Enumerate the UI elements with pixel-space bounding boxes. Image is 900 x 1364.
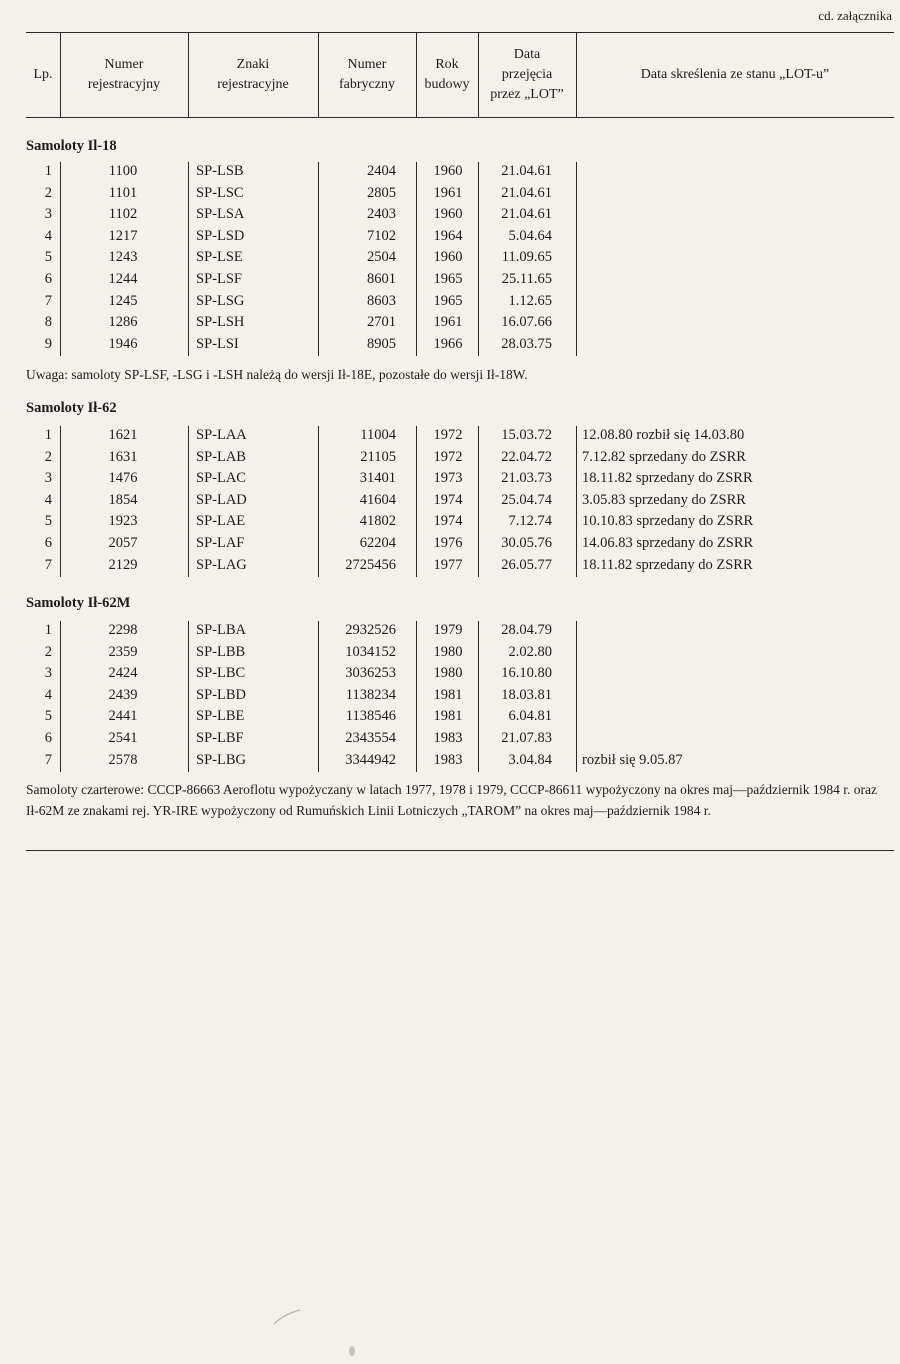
cell-lp: 1	[44, 622, 52, 638]
table-header	[26, 33, 894, 117]
cell-lp: 3	[44, 665, 52, 682]
cell-znaki-rejestracyjne: SP-LAB	[196, 448, 246, 465]
cell-data-przejecia: 16.07.66	[501, 314, 552, 331]
cell-numer-rejestracyjny: 1217	[108, 227, 138, 244]
cell-numer-rejestracyjny: 1100	[108, 163, 138, 179]
cell-lp: 1	[44, 163, 52, 179]
cell-numer-fabryczny: 8905	[367, 335, 396, 352]
table-row	[26, 728, 894, 750]
cell-lp: 7	[44, 556, 52, 573]
table-row	[26, 425, 894, 447]
table-row	[26, 269, 894, 291]
cell-rok-budowy: 1976	[433, 535, 463, 551]
cell-numer-rejestracyjny: 2129	[108, 556, 138, 573]
cell-lp: 4	[44, 491, 52, 508]
cell-znaki-rejestracyjne: SP-LSA	[196, 206, 245, 223]
table-row	[26, 334, 894, 356]
page-smudge-mark	[270, 1302, 310, 1332]
cell-data-przejecia: 15.03.72	[501, 427, 552, 443]
cell-numer-rejestracyjny: 1631	[108, 448, 138, 465]
cell-numer-rejestracyjny: 1621	[108, 427, 138, 443]
cell-numer-rejestracyjny: 1244	[108, 271, 138, 287]
cell-lp: 6	[44, 535, 52, 551]
cell-rok-budowy: 1974	[433, 491, 463, 508]
header-rok-budowy: Rok budowy	[424, 57, 470, 92]
header-numer-fabryczny: Numer fabryczny	[339, 57, 395, 92]
section-note: Uwaga: samoloty SP-LSF, -LSG i -LSH należą do wersji Ił-18E, pozostałe do wersji Ił-18W.	[26, 367, 528, 382]
cell-numer-rejestracyjny: 1101	[108, 184, 138, 201]
header-data-skreslenia: Data skreślenia ze stanu „LOT-u”	[640, 67, 830, 82]
table-row	[26, 447, 894, 469]
header-data-przejecia: Data przejęcia przez „LOT”	[490, 47, 564, 102]
section-note: Samoloty czarterowe: CCCP-86663 Aeroflotu wypożyczany w latach 1977, 1978 i 1979, CCCP-86611 wypożyczony na okres maj—październik 1984 r. oraz Ił-62M ze znakami rej. YR-IRE wypożyczony od Rumuńskich Linii Lotniczych „TAROM” na okres maj—październik 1984 r.	[26, 782, 877, 818]
cell-numer-fabryczny: 21105	[360, 448, 396, 465]
cell-rok-budowy: 1960	[433, 163, 463, 179]
cell-numer-rejestracyjny: 2541	[108, 730, 138, 746]
table-row	[26, 312, 894, 334]
cell-numer-rejestracyjny: 2578	[108, 751, 138, 768]
table-row	[26, 291, 894, 313]
table-row	[26, 685, 894, 707]
cell-numer-rejestracyjny: 1245	[108, 292, 138, 309]
cell-numer-fabryczny: 3036253	[345, 665, 396, 682]
cell-znaki-rejestracyjne: SP-LSD	[196, 227, 245, 244]
cell-znaki-rejestracyjne: SP-LSI	[196, 335, 239, 352]
cell-lp: 3	[44, 206, 52, 223]
table-row	[26, 247, 894, 269]
cell-numer-rejestracyjny: 2441	[108, 708, 138, 725]
header-lp: Lp.	[33, 67, 53, 82]
cell-rok-budowy: 1964	[433, 227, 463, 244]
cell-lp: 5	[44, 513, 52, 530]
cell-znaki-rejestracyjne: SP-LSF	[196, 271, 242, 287]
cell-data-przejecia: 26.05.77	[501, 556, 552, 573]
cell-numer-fabryczny: 11004	[360, 427, 396, 443]
cell-znaki-rejestracyjne: SP-LBC	[196, 665, 246, 682]
cell-data-przejecia: 28.04.79	[501, 622, 552, 638]
cell-numer-fabryczny: 2932526	[345, 622, 396, 638]
cell-data-skreslenia: 18.11.82 sprzedany do ZSRR	[582, 470, 753, 487]
cell-lp: 9	[44, 335, 52, 352]
cell-data-przejecia: 18.03.81	[501, 686, 552, 703]
cell-numer-rejestracyjny: 2298	[108, 622, 138, 638]
cell-numer-fabryczny: 1138234	[345, 686, 396, 703]
header-numer-rejestracyjny: Numer rejestracyjny	[87, 57, 161, 92]
cell-znaki-rejestracyjne: SP-LSG	[196, 292, 245, 309]
cell-numer-fabryczny: 2701	[367, 314, 396, 331]
cell-rok-budowy: 1972	[433, 427, 463, 443]
cell-lp: 5	[44, 708, 52, 725]
table-row	[26, 511, 894, 533]
table-row	[26, 620, 894, 642]
cell-lp: 6	[44, 271, 52, 287]
cell-numer-fabryczny: 2725456	[345, 556, 396, 573]
table-row	[26, 204, 894, 226]
cell-lp: 2	[44, 448, 52, 465]
cell-numer-fabryczny: 2343554	[345, 730, 396, 746]
continuation-label: cd. załącznika	[818, 8, 892, 23]
cell-rok-budowy: 1966	[433, 335, 463, 352]
cell-rok-budowy: 1961	[433, 314, 463, 331]
cell-znaki-rejestracyjne: SP-LAC	[196, 470, 246, 487]
cell-znaki-rejestracyjne: SP-LBB	[196, 643, 246, 660]
table-row	[26, 706, 894, 728]
cell-znaki-rejestracyjne: SP-LAA	[196, 427, 247, 443]
cell-data-skreslenia: 7.12.82 sprzedany do ZSRR	[582, 448, 746, 465]
cell-znaki-rejestracyjne: SP-LBG	[196, 751, 246, 768]
cell-lp: 4	[44, 227, 52, 244]
cell-data-przejecia: 5.04.64	[508, 227, 552, 244]
cell-lp: 7	[44, 292, 52, 309]
table-row	[26, 663, 894, 685]
cell-lp: 2	[44, 184, 52, 201]
cell-numer-fabryczny: 2805	[367, 184, 396, 201]
cell-numer-rejestracyjny: 2424	[108, 665, 138, 682]
cell-data-skreslenia: 12.08.80 rozbił się 14.03.80	[582, 427, 745, 443]
cell-numer-rejestracyjny: 1923	[108, 513, 138, 530]
cell-numer-rejestracyjny: 1476	[108, 470, 138, 487]
cell-numer-fabryczny: 2404	[367, 163, 396, 179]
cell-rok-budowy: 1983	[433, 730, 463, 746]
cell-data-przejecia: 6.04.81	[508, 708, 552, 725]
cell-znaki-rejestracyjne: SP-LBF	[196, 730, 244, 746]
cell-znaki-rejestracyjne: SP-LAD	[196, 491, 247, 508]
cell-data-przejecia: 3.04.84	[508, 751, 552, 768]
cell-data-przejecia: 21.03.73	[501, 470, 552, 487]
cell-numer-fabryczny: 8601	[367, 271, 396, 287]
cell-data-skreslenia: 14.06.83 sprzedany do ZSRR	[582, 535, 754, 551]
table-row	[26, 750, 894, 772]
cell-numer-rejestracyjny: 1243	[108, 249, 138, 266]
cell-numer-fabryczny: 62204	[359, 535, 396, 551]
cell-data-skreslenia: 3.05.83 sprzedany do ZSRR	[582, 491, 746, 508]
cell-numer-rejestracyjny: 1286	[108, 314, 138, 331]
table-row	[26, 183, 894, 205]
cell-rok-budowy: 1980	[433, 665, 463, 682]
cell-znaki-rejestracyjne: SP-LAE	[196, 513, 246, 530]
cell-znaki-rejestracyjne: SP-LAF	[196, 535, 245, 551]
cell-numer-fabryczny: 1138546	[345, 708, 396, 725]
cell-rok-budowy: 1973	[433, 470, 463, 487]
cell-numer-fabryczny: 31401	[359, 470, 396, 487]
section-title: Samoloty Ił-62M	[26, 595, 131, 611]
cell-data-przejecia: 11.09.65	[501, 249, 552, 266]
cell-lp: 7	[44, 751, 52, 768]
table-row	[26, 642, 894, 664]
cell-lp: 4	[44, 686, 52, 703]
cell-rok-budowy: 1983	[433, 751, 463, 768]
cell-rok-budowy: 1960	[433, 206, 463, 223]
table-row	[26, 533, 894, 555]
cell-numer-rejestracyjny: 2057	[108, 535, 138, 551]
cell-numer-rejestracyjny: 1946	[108, 335, 138, 352]
cell-numer-fabryczny: 41604	[359, 491, 396, 508]
cell-rok-budowy: 1972	[433, 448, 463, 465]
cell-znaki-rejestracyjne: SP-LSE	[196, 249, 243, 266]
cell-lp: 8	[44, 314, 52, 331]
cell-data-przejecia: 25.04.74	[501, 491, 552, 508]
cell-rok-budowy: 1965	[433, 271, 463, 287]
table-row	[26, 555, 894, 577]
cell-data-przejecia: 21.07.83	[501, 730, 552, 746]
cell-data-przejecia: 30.05.76	[501, 535, 552, 551]
table-row	[26, 490, 894, 512]
cell-znaki-rejestracyjne: SP-LSB	[196, 163, 244, 179]
cell-data-przejecia: 21.04.61	[501, 163, 552, 179]
cell-rok-budowy: 1981	[433, 686, 463, 703]
table-row	[26, 226, 894, 248]
cell-numer-fabryczny: 2504	[367, 249, 396, 266]
table-row	[26, 468, 894, 490]
cell-data-przejecia: 28.03.75	[501, 335, 552, 352]
cell-znaki-rejestracyjne: SP-LSH	[196, 314, 245, 331]
cell-lp: 5	[44, 249, 52, 266]
cell-numer-fabryczny: 8603	[367, 292, 396, 309]
cell-znaki-rejestracyjne: SP-LBD	[196, 686, 246, 703]
section-title: Samoloty Il-18	[26, 138, 117, 154]
cell-rok-budowy: 1961	[433, 184, 463, 201]
cell-numer-rejestracyjny: 1854	[108, 491, 138, 508]
cell-numer-fabryczny: 2403	[367, 206, 396, 223]
cell-rok-budowy: 1977	[433, 556, 463, 573]
cell-data-przejecia: 7.12.74	[508, 513, 552, 530]
cell-znaki-rejestracyjne: SP-LBA	[196, 622, 246, 638]
cell-data-skreslenia: 18.11.82 sprzedany do ZSRR	[582, 556, 753, 573]
cell-data-przejecia: 16.10.80	[501, 665, 552, 682]
cell-numer-rejestracyjny: 1102	[108, 206, 138, 223]
cell-rok-budowy: 1965	[433, 292, 463, 309]
cell-rok-budowy: 1980	[433, 643, 463, 660]
cell-numer-fabryczny: 41802	[359, 513, 396, 530]
cell-data-przejecia: 25.11.65	[501, 271, 552, 287]
cell-lp: 2	[44, 643, 52, 660]
header-bottom-rule	[26, 117, 894, 118]
cell-lp: 6	[44, 730, 52, 746]
cell-numer-rejestracyjny: 2359	[108, 643, 138, 660]
cell-znaki-rejestracyjne: SP-LAG	[196, 556, 247, 573]
cell-data-skreslenia: rozbił się 9.05.87	[582, 751, 683, 768]
cell-data-przejecia: 22.04.72	[501, 448, 552, 465]
cell-numer-fabryczny: 3344942	[345, 751, 396, 768]
cell-rok-budowy: 1960	[433, 249, 463, 266]
cell-rok-budowy: 1979	[433, 622, 463, 638]
cell-numer-rejestracyjny: 2439	[108, 686, 138, 703]
cell-lp: 3	[44, 470, 52, 487]
bottom-rule	[26, 850, 894, 851]
section-title: Samoloty Ił-62	[26, 400, 117, 416]
cell-numer-fabryczny: 1034152	[345, 643, 396, 660]
header-znaki-rejestracyjne: Znaki rejestracyjne	[217, 57, 289, 92]
cell-znaki-rejestracyjne: SP-LBE	[196, 708, 245, 725]
cell-data-skreslenia: 10.10.83 sprzedany do ZSRR	[582, 513, 754, 530]
cell-rok-budowy: 1981	[433, 708, 463, 725]
cell-rok-budowy: 1974	[433, 513, 463, 530]
cell-znaki-rejestracyjne: SP-LSC	[196, 184, 244, 201]
cell-lp: 1	[44, 427, 52, 443]
cell-data-przejecia: 1.12.65	[508, 292, 552, 309]
cell-data-przejecia: 2.02.80	[508, 643, 552, 660]
cell-data-przejecia: 21.04.61	[501, 206, 552, 223]
cell-data-przejecia: 21.04.61	[501, 184, 552, 201]
page-ink-dot	[344, 1342, 360, 1360]
cell-numer-fabryczny: 7102	[367, 227, 396, 244]
table-row	[26, 161, 894, 183]
